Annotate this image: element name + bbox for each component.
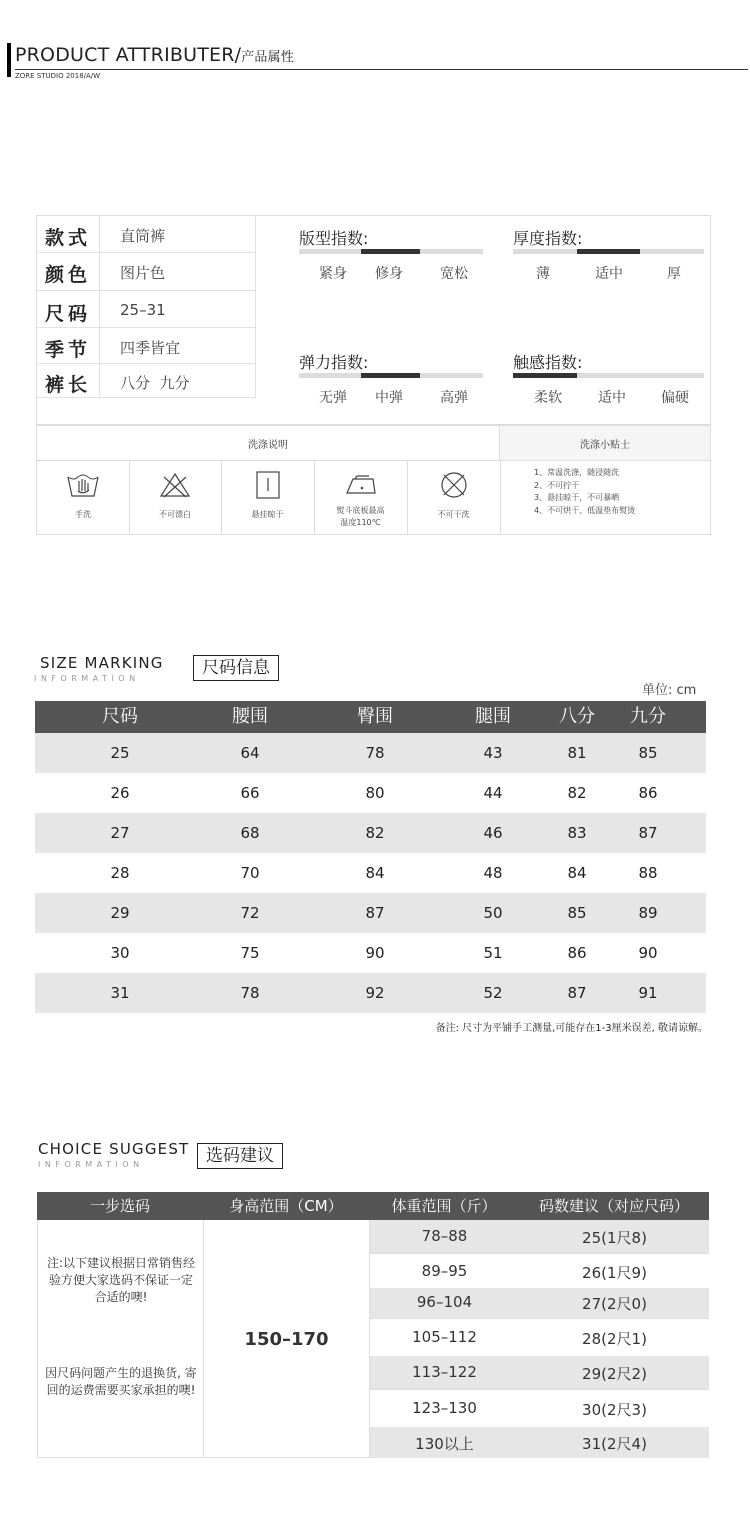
size-section-subtitle: INFORMATION	[34, 674, 140, 683]
size-suggestion-cell: 31(2尺4)	[582, 1435, 647, 1453]
weight-cell: 123–130	[412, 1399, 477, 1417]
choice-section-title-cn: 选码建议	[197, 1143, 283, 1169]
choice-table-body	[37, 1220, 709, 1458]
wash-instructions-panel	[36, 425, 711, 535]
table-cell: 70	[240, 864, 260, 882]
size-suggestion-cell: 26(1尺9)	[582, 1264, 647, 1282]
choice-note: 因尺码问题产生的退换货, 寄回的运费需要买家承担的噢!	[45, 1366, 197, 1397]
table-cell: 89	[638, 904, 658, 922]
table-cell: 85	[638, 744, 658, 762]
attribute-key: 款式	[45, 227, 92, 249]
attribute-value: 25–31	[120, 301, 166, 319]
row-divider	[37, 327, 256, 328]
table-row	[35, 893, 706, 933]
column-header: 腰围	[232, 706, 268, 727]
table-cell: 31	[110, 984, 130, 1002]
touch-index-segment-selected	[513, 373, 577, 378]
thickness-index-label: 薄	[536, 266, 550, 282]
attribute-key: 颜色	[45, 264, 92, 286]
choice-section-title-en: CHOICE SUGGEST	[38, 1140, 190, 1158]
height-range: 150–170	[244, 1328, 329, 1350]
table-row	[370, 1427, 709, 1458]
elasticity-index-title: 弹力指数:	[299, 353, 369, 372]
attribute-value: 四季皆宜	[120, 339, 181, 357]
table-row	[370, 1318, 709, 1356]
attribute-value: 直筒裤	[120, 227, 166, 245]
table-cell: 27	[110, 824, 130, 842]
table-cell: 25	[110, 744, 130, 762]
wash-cell	[314, 461, 407, 534]
table-cell: 84	[567, 864, 587, 882]
table-row	[35, 853, 706, 893]
table-row	[370, 1356, 709, 1389]
table-row	[35, 973, 706, 1013]
table-row	[370, 1220, 709, 1253]
table-cell: 78	[240, 984, 260, 1002]
weight-cell: 130以上	[415, 1435, 474, 1453]
header-subtitle: ZORE STUDIO 2018/A/W	[15, 72, 101, 80]
table-cell: 90	[365, 944, 385, 962]
choice-table-header	[37, 1192, 709, 1220]
table-cell: 78	[365, 744, 385, 762]
wash-cell	[221, 461, 314, 534]
column-header: 腿围	[475, 706, 511, 727]
thickness-index-title: 厚度指数:	[513, 229, 583, 248]
table-cell: 26	[110, 784, 130, 802]
weight-cell: 96–104	[416, 1293, 473, 1311]
row-divider	[37, 252, 256, 253]
table-cell: 51	[483, 944, 503, 962]
table-row	[35, 733, 706, 773]
column-header: 码数建议（对应尺码）	[538, 1197, 689, 1215]
elasticity-index-segment-selected	[361, 373, 420, 378]
wash-title: 洗涤说明	[37, 426, 500, 461]
table-cell: 64	[240, 744, 260, 762]
fit-index-label: 紧身	[319, 266, 347, 282]
fit-index-label: 宽松	[440, 266, 468, 282]
table-cell: 80	[365, 784, 385, 802]
size-suggestion-cell: 25(1尺8)	[582, 1229, 647, 1247]
wash-cell	[37, 461, 129, 534]
weight-cell: 105–112	[412, 1328, 477, 1346]
table-cell: 90	[638, 944, 658, 962]
thickness-index-segment	[640, 249, 704, 254]
thickness-index-segment-selected	[577, 249, 640, 254]
fit-index-segment	[420, 249, 483, 254]
table-row	[35, 933, 706, 973]
wash-tips-list	[534, 467, 635, 517]
elasticity-index-label: 中弹	[375, 390, 403, 406]
choice-note: 注:以下建议根据日常销售经验方便大家选码不保证一定合适的噢!	[46, 1256, 196, 1304]
page-title-cn: 产品属性	[241, 50, 295, 65]
touch-index-label: 适中	[598, 390, 626, 406]
table-cell: 48	[483, 864, 503, 882]
choice-section-subtitle: INFORMATION	[38, 1160, 144, 1169]
table-cell: 86	[567, 944, 587, 962]
row-divider	[37, 363, 256, 364]
hang-dry-icon	[253, 469, 283, 501]
fit-index-label: 修身	[375, 266, 403, 282]
fit-index-segment	[299, 249, 361, 254]
header-divider	[15, 69, 748, 70]
header-accent-bar	[7, 43, 11, 77]
wash-label: 熨斗底板最高 温度110℃	[336, 506, 385, 527]
table-row	[370, 1288, 709, 1318]
table-cell: 68	[240, 824, 260, 842]
attribute-column-divider	[99, 216, 100, 398]
table-cell: 92	[365, 984, 385, 1002]
table-row	[35, 773, 706, 813]
size-section-title-en: SIZE MARKING	[40, 654, 164, 672]
table-cell: 44	[483, 784, 503, 802]
attribute-value: 图片色	[120, 264, 166, 282]
size-suggestion-cell: 27(2尺0)	[582, 1295, 647, 1313]
table-cell: 87	[567, 984, 587, 1002]
fit-index-segment-selected	[361, 249, 420, 254]
touch-index-segment	[577, 373, 640, 378]
thickness-index-label: 适中	[595, 266, 623, 282]
attribute-value: 八分 九分	[120, 374, 190, 392]
table-cell: 87	[365, 904, 385, 922]
table-cell: 85	[567, 904, 587, 922]
table-cell: 43	[483, 744, 503, 762]
hand-wash-icon	[66, 471, 100, 499]
size-suggestion-cell: 28(2尺1)	[582, 1330, 647, 1348]
weight-cell: 89–95	[421, 1262, 468, 1280]
page-title-en: PRODUCT ATTRIBUTER/	[15, 44, 242, 66]
elasticity-index-label: 无弹	[319, 390, 347, 406]
size-unit: 单位: cm	[642, 683, 697, 698]
wash-cell	[407, 461, 500, 534]
table-cell: 81	[567, 744, 587, 762]
table-cell: 88	[638, 864, 658, 882]
wash-cell	[129, 461, 221, 534]
table-cell: 50	[483, 904, 503, 922]
size-note: 备注: 尺寸为平铺手工测量,可能存在1-3厘米误差, 敬请谅解。	[435, 1023, 708, 1034]
elasticity-index-segment	[420, 373, 483, 378]
touch-index-label: 柔软	[534, 390, 562, 406]
table-cell: 75	[240, 944, 260, 962]
table-cell: 52	[483, 984, 503, 1002]
size-suggestion-cell: 30(2尺3)	[582, 1401, 647, 1419]
thickness-index-label: 厚	[667, 266, 681, 282]
page-title	[15, 44, 294, 66]
wash-label: 手洗	[75, 510, 91, 519]
column-header: 尺码	[102, 706, 138, 727]
table-row	[35, 813, 706, 853]
wash-label: 不可干洗	[437, 510, 470, 519]
thickness-index-segment	[513, 249, 577, 254]
no-bleach-icon	[158, 471, 192, 499]
touch-index-title: 触感指数:	[513, 353, 583, 372]
column-header: 九分	[630, 706, 666, 727]
wash-tip: 3、悬挂晾干，不可暴晒	[534, 493, 620, 502]
table-cell: 87	[638, 824, 658, 842]
attribute-panel	[36, 215, 711, 425]
size-table-header	[35, 701, 706, 733]
touch-index-segment	[640, 373, 704, 378]
table-cell: 82	[365, 824, 385, 842]
table-cell: 30	[110, 944, 130, 962]
column-header: 臀围	[357, 706, 393, 727]
elasticity-index-segment	[299, 373, 361, 378]
wash-tips-title: 洗涤小贴士	[500, 426, 710, 461]
weight-cell: 78–88	[421, 1227, 468, 1245]
size-suggestion-cell: 29(2尺2)	[582, 1365, 647, 1383]
attribute-key: 裤长	[45, 374, 92, 396]
wash-tip: 4、不可烘干、低温垫布熨烫	[534, 505, 636, 515]
attribute-key: 尺码	[45, 303, 92, 325]
column-header: 身高范围（CM）	[229, 1197, 343, 1215]
cell-divider	[500, 461, 501, 534]
table-cell: 82	[567, 784, 587, 802]
wash-tip: 1、常温洗涤，随浸随洗	[534, 468, 620, 477]
table-cell: 72	[240, 904, 260, 922]
table-cell: 91	[638, 984, 658, 1002]
wash-label: 不可漂白	[159, 510, 191, 519]
no-dry-clean-icon	[438, 469, 470, 501]
table-cell: 29	[110, 904, 130, 922]
column-header: 体重范围（斤）	[391, 1197, 497, 1215]
table-row	[370, 1389, 709, 1427]
table-row	[370, 1253, 709, 1288]
wash-label: 悬挂晾干	[251, 510, 284, 519]
table-cell: 86	[638, 784, 658, 802]
table-cell: 84	[365, 864, 385, 882]
table-cell: 83	[567, 824, 587, 842]
table-cell: 46	[483, 824, 503, 842]
touch-index-label: 偏硬	[661, 390, 689, 406]
elasticity-index-label: 高弹	[440, 390, 468, 406]
table-cell: 66	[240, 784, 260, 802]
attribute-key: 季节	[45, 339, 92, 361]
weight-cell: 113–122	[412, 1363, 477, 1381]
wash-tip: 2、不可拧干	[534, 480, 580, 490]
size-section-title-cn: 尺码信息	[193, 655, 279, 681]
column-header: 八分	[559, 706, 595, 727]
table-cell: 28	[110, 864, 130, 882]
row-divider	[37, 290, 256, 291]
fit-index-title: 版型指数:	[299, 229, 369, 248]
column-header: 一步选码	[89, 1197, 150, 1215]
iron-icon	[343, 473, 379, 497]
attribute-list	[37, 216, 256, 398]
